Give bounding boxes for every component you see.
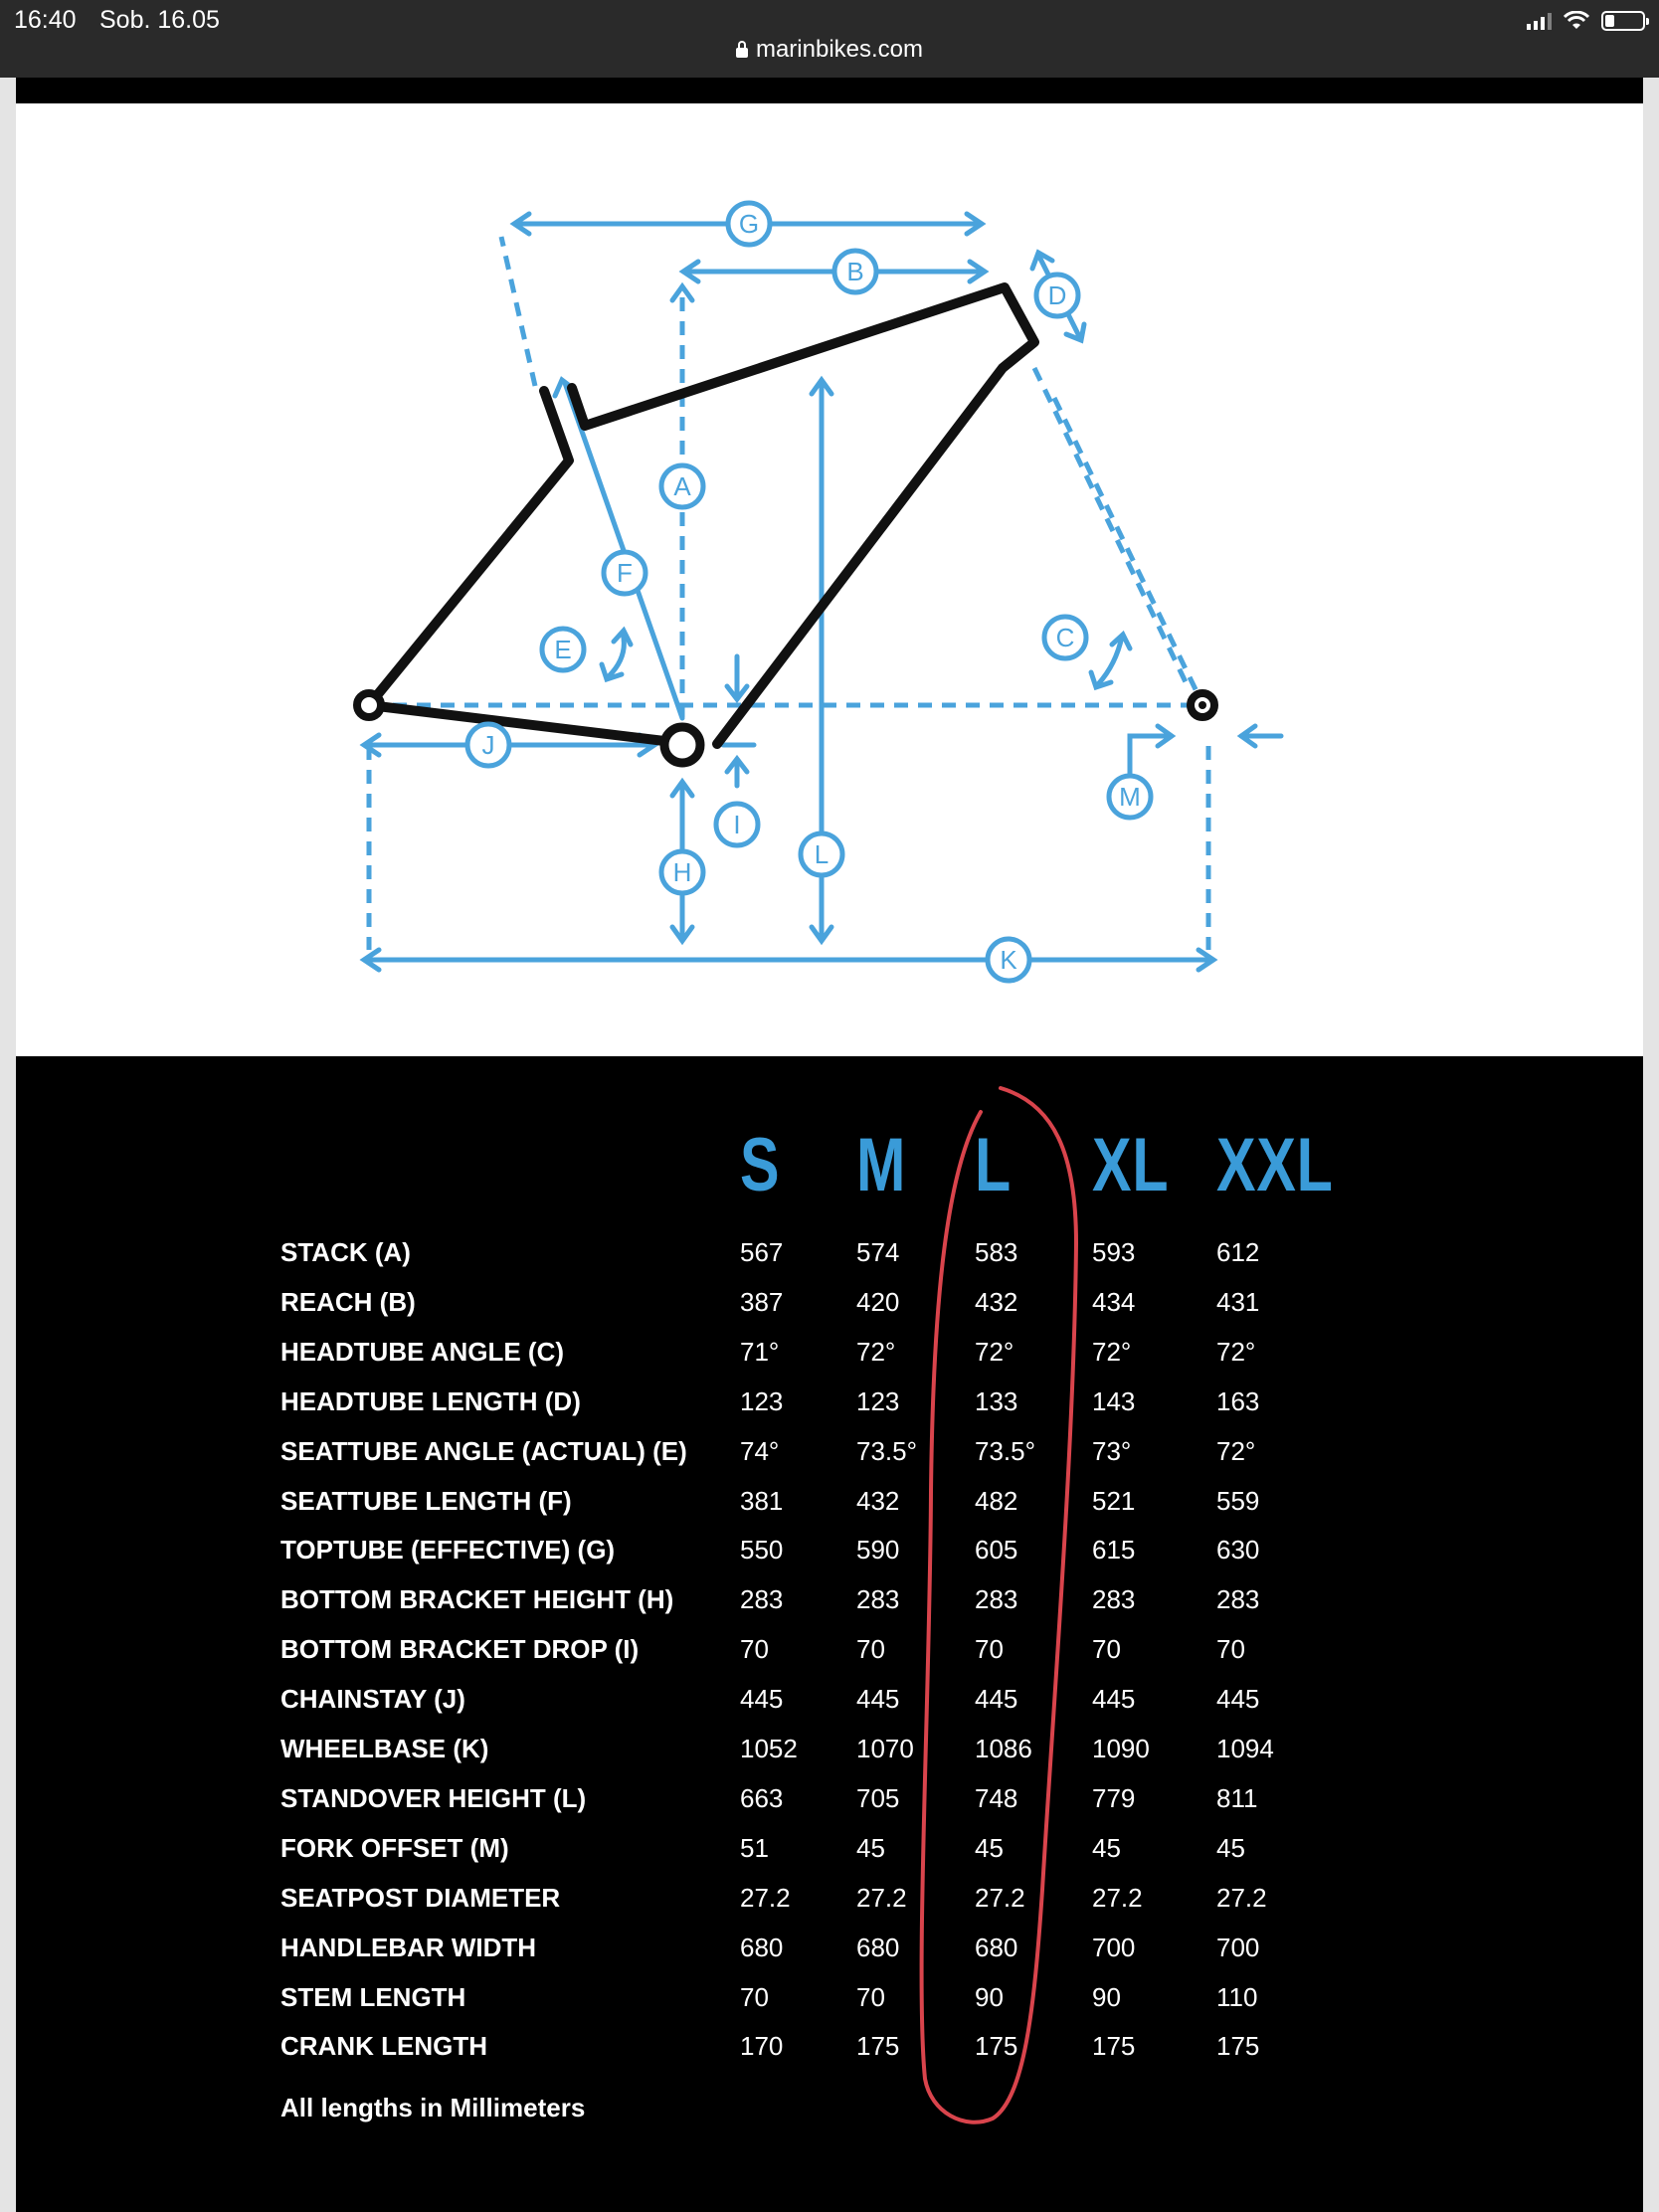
spec-value-s: 71° (740, 1336, 780, 1367)
spec-value-l: 73.5° (975, 1435, 1036, 1466)
spec-value-xxl: 283 (1216, 1584, 1260, 1615)
spec-value-xxl: 612 (1216, 1237, 1260, 1267)
geometry-diagram (16, 103, 1643, 1056)
table-row (0, 1525, 1659, 1574)
spec-value-xxl: 700 (1216, 1932, 1260, 1962)
spec-label: CRANK LENGTH (280, 2031, 487, 2062)
spec-value-xxl: 72° (1216, 1435, 1256, 1466)
spec-value-l: 175 (975, 2031, 1018, 2062)
table-row (0, 1972, 1659, 2022)
spec-value-xxl: 110 (1216, 1981, 1258, 2012)
spec-value-xl: 90 (1092, 1981, 1121, 2012)
bike-frame-diagram (16, 103, 1643, 1056)
table-row (0, 1674, 1659, 1724)
spec-label: SEATTUBE LENGTH (F) (280, 1485, 572, 1516)
dimension-label-m (1109, 776, 1151, 818)
spec-value-xxl: 431 (1216, 1286, 1260, 1317)
spec-value-xl: 445 (1092, 1684, 1136, 1715)
spec-value-s: 123 (740, 1385, 784, 1416)
size-header-s: S (740, 1123, 781, 1207)
dimension-label-h (661, 851, 703, 893)
spec-value-xl: 70 (1092, 1634, 1121, 1665)
dimension-label-k (988, 939, 1029, 981)
spec-value-xl: 779 (1092, 1782, 1136, 1813)
dimension-label-b (834, 251, 876, 292)
spec-value-xl: 175 (1092, 2031, 1136, 2062)
spec-value-xl: 283 (1092, 1584, 1136, 1615)
svg-text:K: K (1000, 945, 1017, 975)
dimension-label-g (728, 203, 770, 245)
spec-label: HANDLEBAR WIDTH (280, 1932, 537, 1962)
spec-value-s: 663 (740, 1782, 784, 1813)
table-row (0, 1773, 1659, 1823)
svg-text:I: I (733, 810, 741, 839)
table-row (0, 1227, 1659, 1277)
spec-value-m: 45 (856, 1832, 885, 1863)
spec-value-xxl: 559 (1216, 1485, 1260, 1516)
spec-value-l: 605 (975, 1535, 1018, 1566)
spec-value-l: 283 (975, 1584, 1018, 1615)
wifi-icon (1564, 11, 1589, 31)
dimension-label-a (661, 465, 703, 507)
spec-value-xl: 593 (1092, 1237, 1136, 1267)
spec-value-xl: 615 (1092, 1535, 1136, 1566)
spec-value-m: 432 (856, 1485, 900, 1516)
units-footnote: All lengths in Millimeters (280, 2093, 586, 2122)
spec-value-xl: 27.2 (1092, 1882, 1143, 1913)
spec-value-m: 123 (856, 1385, 900, 1416)
spec-value-s: 170 (740, 2031, 784, 2062)
size-header-xl: XL (1092, 1123, 1170, 1207)
spec-value-s: 51 (740, 1832, 769, 1863)
dimension-label-c (1044, 617, 1086, 658)
spec-value-m: 1070 (856, 1734, 914, 1763)
spec-value-m: 70 (856, 1981, 885, 2012)
spec-value-l: 482 (975, 1485, 1018, 1516)
dimension-labels (467, 203, 1151, 981)
spec-label: STANDOVER HEIGHT (L) (280, 1782, 587, 1813)
status-bar (0, 0, 1659, 78)
spec-value-m: 420 (856, 1286, 900, 1317)
spec-value-l: 90 (975, 1981, 1004, 2012)
spec-value-xl: 45 (1092, 1832, 1121, 1863)
svg-text:D: D (1047, 280, 1067, 310)
spec-value-s: 387 (740, 1286, 784, 1317)
spec-value-xxl: 163 (1216, 1385, 1260, 1416)
svg-text:B: B (846, 257, 864, 286)
spec-value-l: 1086 (975, 1734, 1032, 1763)
spec-value-xl: 72° (1092, 1336, 1132, 1367)
table-row (0, 1377, 1659, 1426)
spec-value-s: 70 (740, 1981, 769, 2012)
spec-value-xxl: 72° (1216, 1336, 1256, 1367)
spec-value-m: 445 (856, 1684, 900, 1715)
dimension-guides (369, 237, 1208, 950)
spec-value-s: 283 (740, 1584, 784, 1615)
spec-label: HEADTUBE ANGLE (C) (280, 1336, 565, 1367)
spec-value-m: 590 (856, 1535, 900, 1566)
spec-label: REACH (B) (280, 1286, 416, 1317)
cellular-signal-icon (1527, 12, 1552, 30)
svg-text:M: M (1119, 782, 1141, 812)
table-row (0, 1873, 1659, 1923)
svg-text:L: L (814, 839, 830, 869)
spec-value-l: 445 (975, 1684, 1018, 1715)
size-header-xxl: XXL (1216, 1123, 1334, 1207)
spec-value-m: 72° (856, 1336, 896, 1367)
spec-value-l: 583 (975, 1237, 1018, 1267)
bottom-bracket (664, 727, 700, 763)
spec-value-m: 283 (856, 1584, 900, 1615)
spec-value-l: 432 (975, 1286, 1018, 1317)
spec-value-l: 748 (975, 1782, 1018, 1813)
lock-icon (736, 48, 748, 58)
dimension-label-d (1036, 275, 1078, 316)
dimension-label-j (467, 724, 509, 766)
spec-value-s: 1052 (740, 1734, 798, 1763)
spec-label: HEADTUBE LENGTH (D) (280, 1385, 581, 1416)
bike-frame (369, 287, 1034, 744)
spec-value-l: 72° (975, 1336, 1014, 1367)
dimension-label-i (716, 804, 758, 845)
spec-label: SEATPOST DIAMETER (280, 1882, 561, 1913)
spec-value-xl: 1090 (1092, 1734, 1150, 1763)
svg-text:E: E (554, 635, 572, 664)
spec-value-l: 45 (975, 1832, 1004, 1863)
spec-value-m: 705 (856, 1782, 900, 1813)
spec-value-m: 574 (856, 1237, 900, 1267)
table-row (0, 1476, 1659, 1526)
spec-label: BOTTOM BRACKET DROP (I) (280, 1634, 640, 1665)
spec-value-l: 680 (975, 1932, 1018, 1962)
table-row (0, 1426, 1659, 1476)
dimension-label-l (801, 833, 842, 875)
spec-value-s: 445 (740, 1684, 784, 1715)
spec-label: BOTTOM BRACKET HEIGHT (H) (280, 1584, 674, 1615)
spec-label: FORK OFFSET (M) (280, 1832, 509, 1863)
spec-value-m: 680 (856, 1932, 900, 1962)
spec-value-l: 70 (975, 1634, 1004, 1665)
spec-label: WHEELBASE (K) (280, 1734, 489, 1763)
spec-value-xl: 521 (1092, 1485, 1136, 1516)
status-icons (1527, 8, 1645, 34)
spec-value-l: 27.2 (975, 1882, 1025, 1913)
spec-label: STEM LENGTH (280, 1981, 466, 2012)
table-row (0, 1624, 1659, 1674)
spec-value-xxl: 45 (1216, 1832, 1245, 1863)
svg-text:A: A (673, 471, 691, 501)
svg-text:G: G (738, 209, 760, 239)
table-row (0, 1923, 1659, 1972)
spec-value-m: 73.5° (856, 1435, 918, 1466)
spec-value-s: 567 (740, 1237, 784, 1267)
size-header-l: L (975, 1123, 1013, 1207)
page-header-strip (16, 78, 1643, 103)
spec-value-xxl: 811 (1216, 1782, 1258, 1813)
spec-value-xxl: 1094 (1216, 1734, 1274, 1763)
spec-value-xl: 700 (1092, 1932, 1136, 1962)
svg-text:C: C (1055, 623, 1075, 652)
spec-label: STACK (A) (280, 1237, 411, 1267)
svg-text:F: F (617, 558, 633, 588)
spec-value-xxl: 175 (1216, 2031, 1260, 2062)
status-date: Sob. 16.05 (99, 6, 220, 34)
spec-value-xl: 143 (1092, 1385, 1136, 1416)
spec-value-m: 70 (856, 1634, 885, 1665)
spec-label: CHAINSTAY (J) (280, 1684, 465, 1715)
spec-value-s: 70 (740, 1634, 769, 1665)
spec-value-m: 27.2 (856, 1882, 907, 1913)
spec-value-s: 74° (740, 1435, 780, 1466)
url-domain: marinbikes.com (755, 36, 924, 63)
table-row (0, 1823, 1659, 1873)
spec-value-xxl: 630 (1216, 1535, 1260, 1566)
spec-value-s: 550 (740, 1535, 784, 1566)
spec-value-xl: 434 (1092, 1286, 1136, 1317)
table-row (0, 2021, 1659, 2071)
spec-label: SEATTUBE ANGLE (ACTUAL) (E) (280, 1435, 687, 1466)
svg-text:J: J (481, 730, 495, 760)
spec-value-xxl: 445 (1216, 1684, 1260, 1715)
spec-value-s: 381 (740, 1485, 784, 1516)
dimension-label-f (604, 552, 645, 594)
svg-text:H: H (672, 857, 692, 887)
size-header-m: M (856, 1123, 907, 1207)
spec-value-xl: 73° (1092, 1435, 1132, 1466)
table-row (0, 1327, 1659, 1377)
rear-axle (357, 693, 381, 717)
table-row (0, 1277, 1659, 1327)
spec-value-xxl: 70 (1216, 1634, 1245, 1665)
spec-value-m: 175 (856, 2031, 900, 2062)
table-row (0, 1724, 1659, 1773)
table-row (0, 1574, 1659, 1624)
spec-value-l: 133 (975, 1385, 1018, 1416)
status-time: 16:40 (14, 6, 77, 34)
spec-value-s: 680 (740, 1932, 784, 1962)
spec-label: TOPTUBE (EFFECTIVE) (G) (280, 1535, 616, 1566)
dimension-label-e (542, 629, 584, 670)
spec-value-s: 27.2 (740, 1882, 791, 1913)
url-bar[interactable] (0, 36, 1659, 64)
battery-icon (1601, 11, 1645, 31)
spec-value-xxl: 27.2 (1216, 1882, 1267, 1913)
